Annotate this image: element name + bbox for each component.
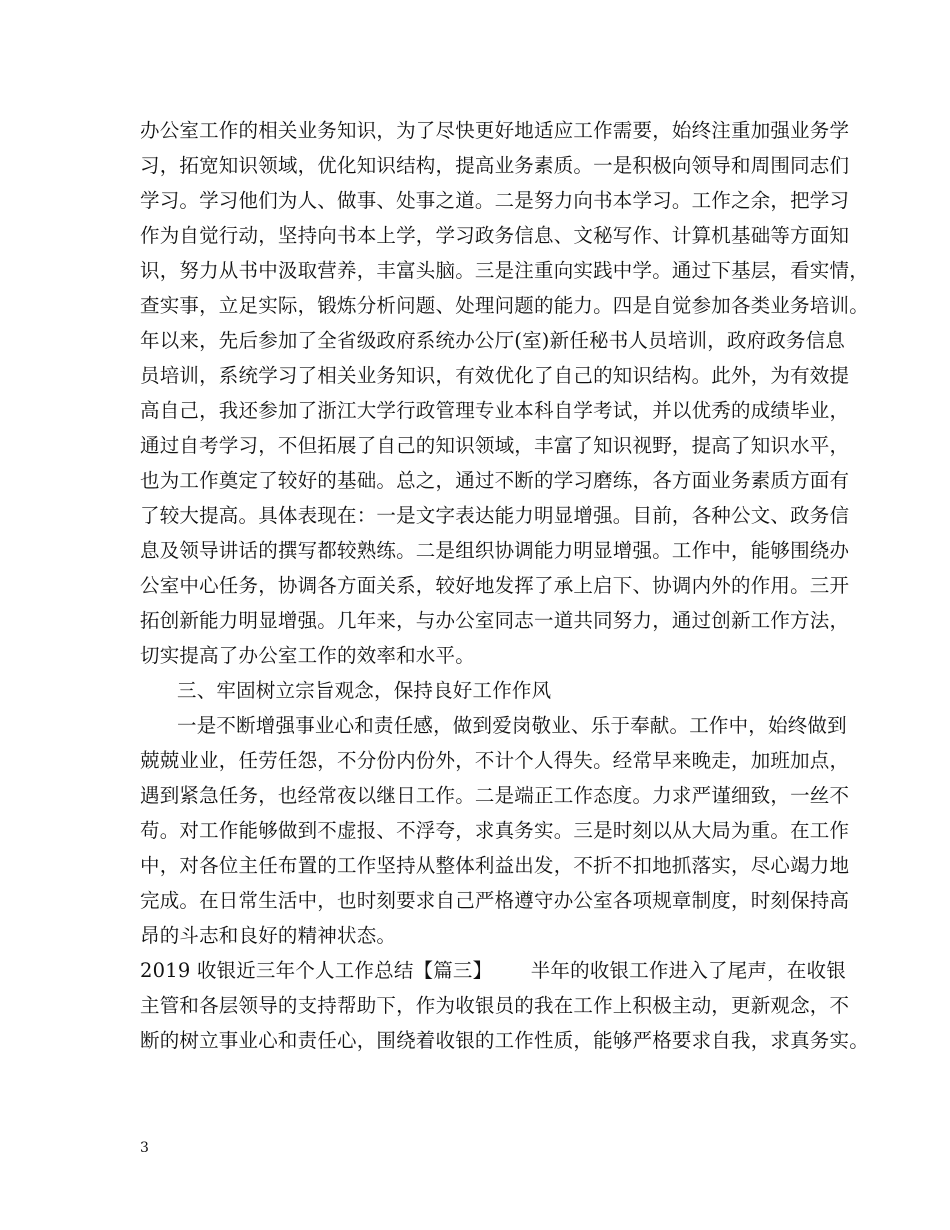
body-text-line: 兢兢业业，任劳任怨，不分份内份外，不计个人得失。经常早来晚走，加班加点， (140, 749, 850, 772)
body-text-line: 办公室工作的相关业务知识，为了尽快更好地适应工作需要，始终注重加强业务学 (140, 119, 850, 142)
body-text-line: 主管和各层领导的支持帮助下，作为收银员的我在工作上积极主动，更新观念，不 (140, 994, 850, 1017)
body-text-line: 作为自觉行动，坚持向书本上学，学习政务信息、文秘写作、计算机基础等方面知 (140, 224, 850, 247)
body-text-line: 年以来，先后参加了全省级政府系统办公厅(室)新任秘书人员培训，政府政务信息 (140, 329, 846, 352)
body-text-line: 昂的斗志和良好的精神状态。 (140, 924, 397, 947)
body-text-line: 通过自考学习，不但拓展了自己的知识领域，丰富了知识视野，提高了知识水平， (140, 434, 850, 457)
page-number: 3 (140, 1140, 149, 1156)
body-text-line: 公室中心任务，协调各方面关系，较好地发挥了承上启下、协调内外的作用。三开 (140, 574, 850, 597)
body-text-line: 也为工作奠定了较好的基础。总之，通过不断的学习磨练，各方面业务素质方面有 (140, 469, 850, 492)
article-title-line: 2019 收银近三年个人工作总结【篇三】 半年的收银工作进入了尾声，在收银 (140, 959, 846, 982)
body-text-line: 切实提高了办公室工作的效率和水平。 (140, 644, 475, 667)
body-text-line: 高自己，我还参加了浙江大学行政管理专业本科自学考试，并以优秀的成绩毕业， (140, 399, 850, 422)
body-text-line: 苟。对工作能够做到不虚报、不浮夸，求真务实。三是时刻以从大局为重。在工作 (140, 819, 850, 842)
body-text-line: 一是不断增强事业心和责任感，做到爱岗敬业、乐于奉献。工作中，始终做到 (177, 714, 847, 737)
body-text-line: 习，拓宽知识领域，优化知识结构，提高业务素质。一是积极向领导和周围同志们 (140, 154, 850, 177)
body-text-line: 完成。在日常生活中，也时刻要求自己严格遵守办公室各项规章制度，时刻保持高 (140, 889, 850, 912)
body-text-line: 了较大提高。具体表现在：一是文字表达能力明显增强。目前，各种公文、政务信 (140, 504, 850, 527)
body-text-line: 学习。学习他们为人、做事、处事之道。二是努力向书本学习。工作之余，把学习 (140, 189, 850, 212)
body-text-line: 识，努力从书中汲取营养，丰富头脑。三是注重向实践中学。通过下基层，看实情， (140, 259, 869, 282)
body-text-line: 中，对各位主任布置的工作坚持从整体利益出发，不折不扣地抓落实，尽心竭力地 (140, 854, 850, 877)
body-text-line: 拓创新能力明显增强。几年来，与办公室同志一道共同努力，通过创新工作方法， (140, 609, 850, 632)
body-text-line: 息及领导讲话的撰写都较熟练。二是组织协调能力明显增强。工作中，能够围绕办 (140, 539, 850, 562)
body-text-line: 员培训，系统学习了相关业务知识，有效优化了自己的知识结构。此外，为有效提 (140, 364, 850, 387)
body-text-line: 遇到紧急任务，也经常夜以继日工作。二是端正工作态度。力求严谨细致，一丝不 (140, 784, 850, 807)
body-text-line: 查实事，立足实际，锻炼分析问题、处理问题的能力。四是自觉参加各类业务培训。 (140, 294, 869, 317)
section-heading: 三、牢固树立宗旨观念，保持良好工作作风 (177, 679, 552, 702)
body-text-line: 断的树立事业心和责任心，围绕着收银的工作性质，能够严格要求自我，求真务实。 (140, 1029, 869, 1052)
